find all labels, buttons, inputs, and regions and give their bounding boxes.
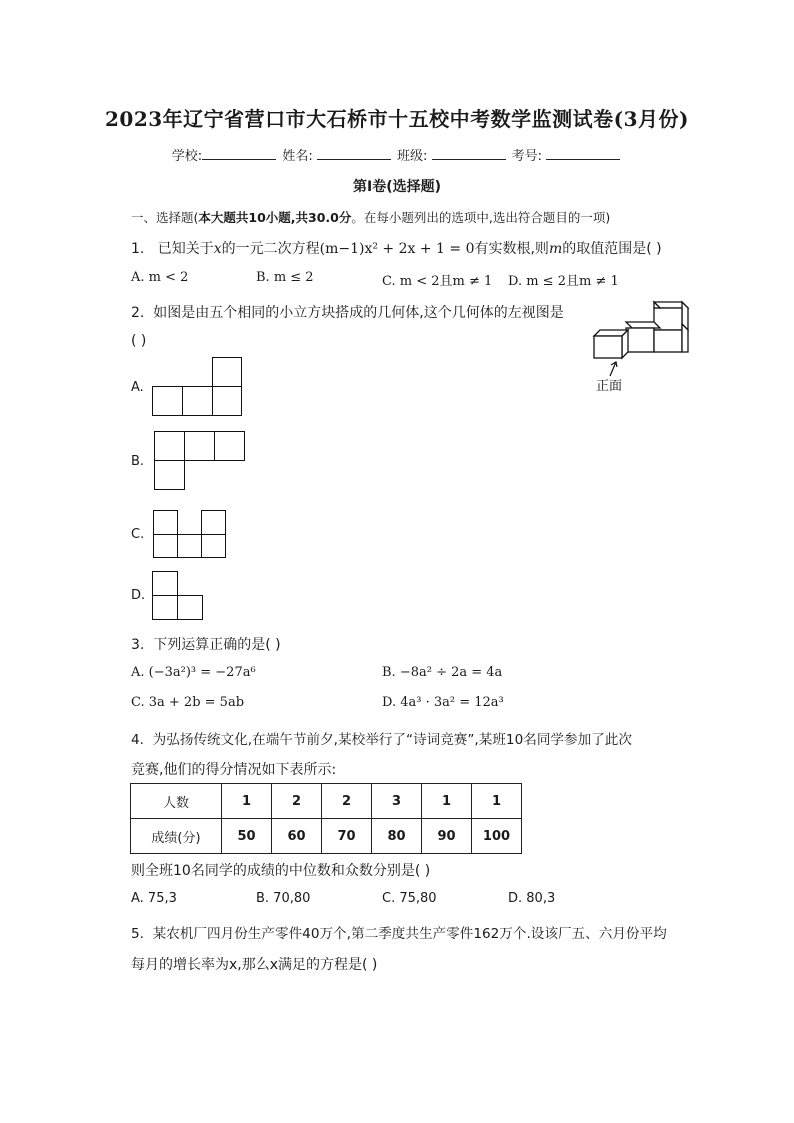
q2-text: 如图是由五个相同的小立方块搭成的几何体,这个几何体的左视图是: [153, 305, 564, 321]
table-row: [131, 784, 522, 819]
q5-number: 5.: [131, 926, 144, 942]
q4-option-d[interactable]: D. 80,3: [508, 891, 556, 906]
school-blank[interactable]: [202, 147, 276, 160]
q2-option-c-label[interactable]: C.: [131, 527, 145, 542]
table-cell: 2: [272, 784, 322, 819]
front-label: 正面: [596, 379, 623, 394]
q2-number: 2.: [131, 305, 145, 321]
q3-option-d[interactable]: D. 4a³ · 3a² = 12a³: [382, 695, 504, 710]
q3-text: 下列运算正确的是( ): [153, 637, 281, 653]
q1-option-d[interactable]: D. m ≤ 2且m ≠ 1: [508, 274, 619, 289]
question-5-stem: [131, 922, 667, 942]
q1-text-a: 已知关于: [157, 241, 214, 257]
table-cell: 3: [372, 784, 422, 819]
name-blank[interactable]: [317, 147, 391, 160]
section-suffix: 。在每小题列出的选项中,选出符合题目的一项): [351, 210, 611, 225]
q4-number: 4.: [131, 732, 144, 748]
q2-option-a-label[interactable]: A.: [131, 380, 144, 395]
table-cell: 1: [472, 784, 522, 819]
id-blank[interactable]: [546, 147, 620, 160]
q4-after-text: 则全班10名同学的成绩的中位数和众数分别是( ): [131, 863, 431, 879]
q2-option-b-figure[interactable]: [154, 431, 246, 491]
q1-option-b[interactable]: B. m ≤ 2: [256, 270, 314, 285]
table-header-score: 成绩(分): [131, 819, 222, 854]
q3-option-b[interactable]: B. −8a² ÷ 2a = 4a: [382, 665, 503, 680]
table-cell: 90: [422, 819, 472, 854]
solid-figure: [588, 300, 694, 396]
q1-option-c[interactable]: C. m < 2且m ≠ 1: [382, 274, 493, 289]
q5-text-line1: 某农机厂四月份生产零件40万个,第二季度共生产零件162万个.设该厂五、六月份平均: [152, 926, 667, 942]
table-cell: 1: [222, 784, 272, 819]
table-cell: 60: [272, 819, 322, 854]
question-3-stem: [131, 634, 281, 654]
class-blank[interactable]: [432, 147, 506, 160]
section-heading: [131, 208, 610, 226]
q1-option-a[interactable]: A. m < 2: [131, 270, 189, 285]
score-table: [130, 783, 522, 854]
table-cell: 70: [322, 819, 372, 854]
q2-option-b-label[interactable]: B.: [131, 454, 145, 469]
class-label: 班级:: [397, 149, 428, 164]
q4-text-line1: 为弘扬传统文化,在端午节前夕,某校举行了“诗词竞赛”,某班10名同学参加了此次: [152, 732, 632, 748]
question-2-stem: [131, 302, 564, 322]
table-cell: 1: [422, 784, 472, 819]
q3-option-a[interactable]: A. (−3a²)³ = −27a⁶: [131, 665, 256, 680]
question-1-stem: [131, 238, 662, 258]
q2-option-c-figure[interactable]: [153, 510, 227, 558]
section-prefix: 一、选择题(: [131, 210, 199, 225]
q3-number: 3.: [131, 637, 145, 653]
table-cell: 50: [222, 819, 272, 854]
volume-title: 第I卷(选择题): [352, 179, 441, 195]
name-label: 姓名:: [282, 149, 313, 164]
table-header-count: 人数: [131, 784, 222, 819]
id-label: 考号:: [511, 149, 543, 164]
q4-text-line2: 竞赛,他们的得分情况如下表所示:: [131, 762, 337, 778]
q4-option-b[interactable]: B. 70,80: [256, 891, 311, 906]
q1-var-x: x: [213, 241, 222, 257]
q4-option-c[interactable]: C. 75,80: [382, 891, 437, 906]
q1-number: 1.: [131, 241, 145, 257]
exam-title: 2023年辽宁省营口市大石桥市十五校中考数学监测试卷(3月份): [104, 107, 689, 131]
q4-option-a[interactable]: A. 75,3: [131, 891, 177, 906]
table-cell: 2: [322, 784, 372, 819]
section-bold: 本大题共10小题,共30.0分: [198, 210, 352, 225]
school-label: 学校:: [171, 149, 203, 164]
table-cell: 80: [372, 819, 422, 854]
q2-option-d-label[interactable]: D.: [131, 588, 146, 603]
q1-text-c: 有实数根,则: [474, 241, 549, 257]
q2-option-a-figure[interactable]: [152, 357, 242, 417]
question-4-stem: [131, 728, 632, 748]
q1-text-b: 的一元二次方程: [221, 241, 320, 257]
table-cell: 100: [472, 819, 522, 854]
q1-equation: (m−1)x² + 2x + 1 = 0: [319, 241, 475, 257]
q1-text-d: 的取值范围是( ): [562, 241, 662, 257]
q2-stem-continued: ( ): [131, 333, 147, 349]
student-info-line: [0, 145, 794, 164]
q3-option-c[interactable]: C. 3a + 2b = 5ab: [131, 695, 245, 710]
q2-option-d-figure[interactable]: [152, 571, 204, 621]
table-row: [131, 819, 522, 854]
q5-text-line2: 每月的增长率为x,那么x满足的方程是( ): [131, 957, 378, 973]
q1-var-m: m: [548, 241, 563, 257]
